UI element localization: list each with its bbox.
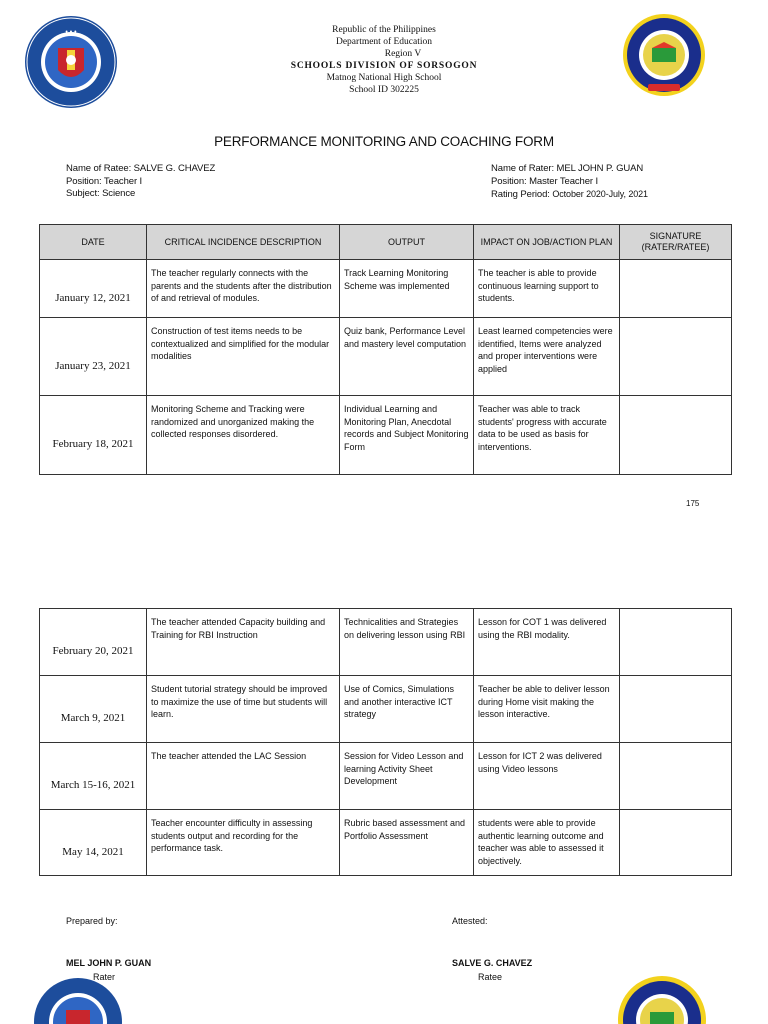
row-date: March 15-16, 2021 [40,743,147,810]
row-output: Track Learning Monitoring Scheme was implemented [340,260,474,318]
table-row [40,609,732,676]
table-row [40,810,732,876]
ratee-subject: Subject: Science [66,188,136,199]
table-row [40,743,732,810]
coaching-table-page2 [39,608,732,876]
rating-period [491,188,648,202]
attested-label: Attested: [452,916,488,926]
row-signature [620,676,732,743]
form-title: PERFORMANCE MONITORING AND COACHING FORM [214,134,554,149]
table-row [40,396,732,475]
row-signature [620,810,732,876]
coaching-table-page1 [39,224,732,475]
row-output: Use of Comics, Simulations and another interactive ICT strategy [340,676,474,743]
table-header-row [40,225,732,260]
row-impact: Lesson for ICT 2 was delivered using Video lessons [474,743,620,810]
rating-period-value: October 2020-July, 2021 [552,189,648,199]
row-description: Teacher encounter difficulty in assessing students output and recording for the performance task. [147,810,340,876]
rater-position: Position: Master Teacher I [491,175,599,187]
page-number: 175 [686,499,700,508]
row-description: The teacher attended Capacity building and Training for RBI Instruction [147,609,340,676]
row-signature [620,396,732,475]
row-date: January 12, 2021 [40,260,147,318]
prepared-by-label: Prepared by: [66,916,118,926]
table-row [40,318,732,396]
row-date: May 14, 2021 [40,810,147,876]
row-output: Quiz bank, Performance Level and mastery level computation [340,318,474,396]
header-department: Department of Education [335,37,433,47]
row-date: March 9, 2021 [40,676,147,743]
rater-name: Name of Rater: MEL JOHN P. GUAN [491,163,644,174]
row-date: February 20, 2021 [40,609,147,676]
ratee-signatory-role: Ratee [478,972,503,982]
row-date: January 23, 2021 [40,318,147,396]
row-impact: Teacher was able to track students' progress with accurate data to be used as basis for interventions. [474,396,620,475]
col-description-header: CRITICAL INCIDENCE DESCRIPTION [147,225,340,260]
table-row [40,676,732,743]
row-output: Individual Learning and Monitoring Plan, Anecdotal records and Subject Monitoring Form [340,396,474,475]
ratee-signatory-name: SALVE G. CHAVEZ [452,958,533,968]
svg-text:• • •: • • • [65,29,77,36]
row-impact: The teacher is able to provide continuous learning support to students. [474,260,620,318]
row-output: Rubric based assessment and Portfolio Assessment [340,810,474,876]
col-signature-header: SIGNATURE (RATER/RATEE) [620,225,732,260]
row-signature [620,609,732,676]
header-region: Region V [384,49,422,59]
row-signature [620,260,732,318]
row-output: Session for Video Lesson and learning Activity Sheet Development [340,743,474,810]
col-date-header: DATE [40,225,147,260]
row-signature [620,743,732,810]
rater-signatory-role: Rater [93,972,116,982]
school-seal-logo-bottom [612,972,712,1024]
rater-info [491,163,648,202]
header-division: SCHOOLS DIVISION OF SORSOGON [290,61,478,71]
row-output: Technicalities and Strategies on delivering lesson using RBI [340,609,474,676]
col-output-header: OUTPUT [340,225,474,260]
ratee-name: Name of Ratee: SALVE G. CHAVEZ [66,163,216,174]
header-school: Matnog National High School [326,73,442,83]
ratee-position: Position: Teacher I [66,175,143,187]
rater-signatory-name: MEL JOHN P. GUAN [66,958,152,968]
row-impact: Least learned competencies were identified, Items were analyzed and proper interventions were applied [474,318,620,396]
row-impact: Teacher be able to deliver lesson during Home visit making the lesson interactive. [474,676,620,743]
row-description: The teacher regularly connects with the parents and the students after the distribution of and retrieval of modules. [147,260,340,318]
row-signature [620,318,732,396]
header-republic: Republic of the Philippines [332,25,436,35]
deped-seal-logo-bottom [32,976,124,1024]
row-description: The teacher attended the LAC Session [147,743,340,810]
table-row [40,260,732,318]
row-description: Monitoring Scheme and Tracking were randomized and unorganized making the collected responses disordered. [147,396,340,475]
row-impact: students were able to provide authentic learning outcome and teacher was able to assessed it objectively. [474,810,620,876]
ratee-info [66,163,215,201]
rating-period-label: Rating Period: [491,189,550,200]
row-impact: Lesson for COT 1 was delivered using the RBI modality. [474,609,620,676]
row-description: Construction of test items needs to be contextualized and simplified for the modular modalities [147,318,340,396]
row-description: Student tutorial strategy should be improved to maximize the use of time but students will learn. [147,676,340,743]
col-impact-header: IMPACT ON JOB/ACTION PLAN [474,225,620,260]
row-date: February 18, 2021 [40,396,147,475]
header-school-id: School ID 302225 [349,85,419,95]
